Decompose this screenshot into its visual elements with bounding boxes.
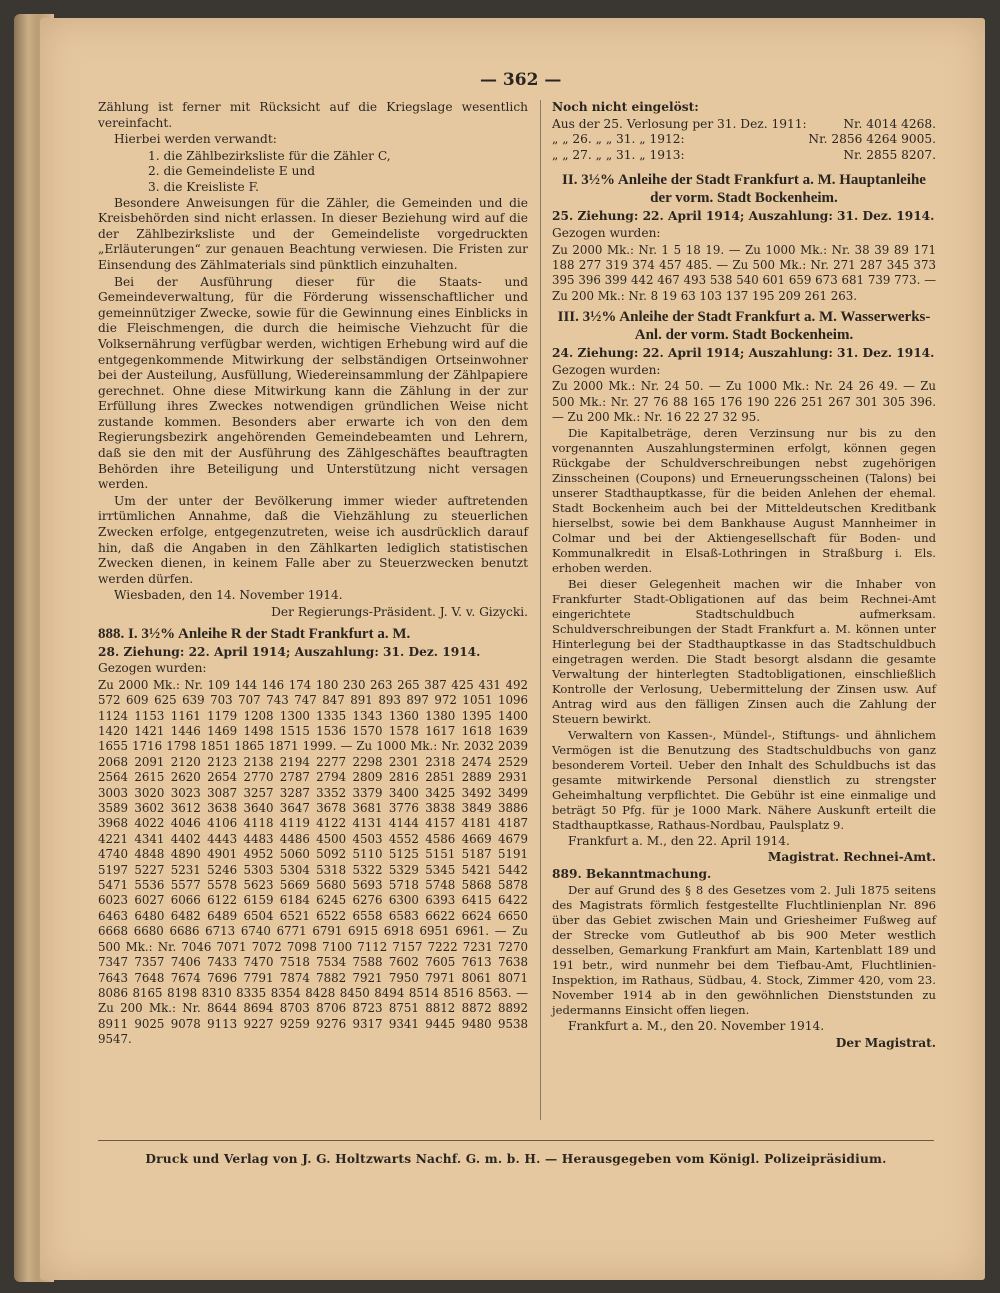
- left-column: [98, 100, 528, 1048]
- paragraph: Bei der Ausführung dieser für die Staats- und Gemeindeverwaltung, für die Förderung wissenschaftlicher und gemeinnütziger Zwecke, sowie für die Gewinnung eines Einblicks in die Fleischmengen, die durch die heimische Viehzucht für die Volksernährung verfügbar werden, wichtigen Erhebung wird auf die entgegenkommende Mitwirkung der selbständigen Ortseinwohner bei der Austeilung, Ausfüllung, Wiedereinsammlung der Zählpapiere gerechnet. Ohne diese Mitwirkung kann die Zählung in der zur Erfüllung ihres Zweckes notwendigen gründlichen Weise nicht zustande kommen. Besonders aber erwarte ich von den dem Regierungsbezirk angehörenden Gemeindebeamten und Lehrern, daß sie den mit der Ausführung des Zählgeschäftes beauftragten Behörden ihre Beteiligung und Unterstützung nicht versagen werden.: [98, 274, 528, 492]
- footer-imprint: Druck und Verlag von J. G. Holtzwarts Nachf. G. m. b. H. — Herausgegeben vom Königl. Polizeipräsidium.: [145, 1152, 887, 1166]
- gezogen-label: Gezogen wurden:: [552, 362, 661, 377]
- noch-row: „ „ 26. „ „ 31. „ 1912: Nr. 2856 4264 9005.: [552, 132, 936, 147]
- date-line: Frankfurt a. M., den 22. April 1914.: [568, 833, 790, 848]
- noch-row: Aus der 25. Verlosung per 31. Dez. 1911: Nr. 4014 4268.: [552, 116, 936, 131]
- gezogen-label: Gezogen wurden:: [98, 661, 207, 676]
- number-list: Zu 2000 Mk.: Nr. 1 5 18 19. — Zu 1000 Mk.: Nr. 38 39 89 171 188 277 319 374 457 485. — Zu 500 Mk.: Nr. 271 287 345 373 395 396 399 442 467 493 538 540 601 659 673 681 739 773. — Zu 200 Mk.: Nr. 8 19 63 103 137 195 209 261 263.: [552, 242, 936, 303]
- column-divider: [540, 100, 541, 1120]
- signature: Der Magistrat.: [835, 1035, 936, 1050]
- section-heading-889: 889. Bekanntmachung.: [552, 866, 712, 881]
- right-column: [552, 100, 936, 1053]
- noch-row: „ „ 27. „ „ 31. „ 1913: Nr. 2855 8207.: [552, 147, 936, 162]
- page-number: — 362 —: [480, 70, 562, 90]
- paragraph: Der auf Grund des § 8 des Gesetzes vom 2. Juli 1875 seitens des Magistrats förmlich festgestellte Fluchtlinienplan Nr. 896 über das Gebiet zwischen Main und Griesheimer Fußweg auf der Strecke vom Gutleuthof ab bis 900 Meter westlich desselben, Gemarkung Frankfurt am Main, Kartenblatt 189 und 191 betr., wird nunmehr bei dem Tiefbau-Amt, Fluchtlinien-Inspektion, im Rathaus, Südbau, 4. Stock, Zimmer 420, vom 23. November 1914 ab in den gewöhnlichen Dienststunden zu jedermanns Einsicht offen liegen.: [552, 883, 936, 1018]
- footer-rule: [98, 1140, 934, 1141]
- ziehung-line: 25. Ziehung: 22. April 1914; Auszahlung: 31. Dez. 1914.: [552, 209, 935, 224]
- section-heading-2: II. 3½% Anleihe der Stadt Frankfurt a. M. Hauptanleihe der vorm. Stadt Bockenheim.: [562, 172, 926, 207]
- paragraph: Bei dieser Gelegenheit machen wir die Inhaber von Frankfurter Stadt-Obligationen auf das beim Rechnei-Amt eingerichtete Stadtschuldbuch aufmerksam. Schuldverschreibungen der Stadt Frankfurt a. M. können unter Hinterlegung bei der Stadthauptkasse in das Stadtschuldbuch eingetragen werden. Die Stadt besorgt alsdann die gesamte Verwaltung der hinterlegten Stadtobligationen, einschließlich Kontrolle der Verlosung, Uebermittelung der Zinsen usw. Auf Antrag wird aus den fälligen Zinsen auch die Zahlung der Steuern bewirkt.: [552, 576, 936, 726]
- section-heading-888: 888. I. 3½% Anleihe R der Stadt Frankfurt a. M.: [98, 625, 411, 642]
- section-heading-3: III. 3½% Anleihe der Stadt Frankfurt a. M. Wasserwerks-Anl. der vorm. Stadt Bockenheim.: [557, 309, 931, 344]
- signature: Magistrat. Rechnei-Amt.: [767, 850, 936, 865]
- date-line: Frankfurt a. M., den 20. November 1914.: [568, 1019, 825, 1034]
- paragraph: Zählung ist ferner mit Rücksicht auf die Kriegslage wesentlich vereinfacht.: [98, 100, 528, 130]
- gezogen-label: Gezogen wurden:: [552, 225, 661, 240]
- ziehung-line: 24. Ziehung: 22. April 1914; Auszahlung: 31. Dez. 1914.: [552, 346, 935, 361]
- number-list: Zu 2000 Mk.: Nr. 109 144 146 174 180 230 263 265 387 425 431 492 572 609 625 639 703 707 743 747 847 891 893 897 972 1051 1096 1124 1153 1161 1179 1208 1300 1335 1343 1360 1380 1395 1400 1420 1421 1446 1469 1498 1515 1536 1570 1578 1617 1618 1639 1655 1716 1798 1851 1865 1871 1999. — Zu 1000 Mk.: Nr. 2032 2039 2068 2091 2120 2123 2138 2194 2277 2298 2301 2318 2474 2529 2564 2615 2620 2654 2770 2787 2794 2809 2816 2851 2889 2931 3003 3020 3023 3087 3257 3287 3352 3379 3400 3425 3492 3499 3589 3602 3612 3638 3640 3647 3678 3681 3776 3838 3849 3886 3968 4022 4046 4106 4118 4119 4122 4131 4144 4157 4181 4187 4221 4341 4402 4443 4483 4486 4500 4503 4552 4586 4669 4679 4740 4848 4890 4901 4952 5060 5092 5110 5125 5151 5187 5191 5197 5227 5231 5246 5303 5304 5318 5322 5329 5345 5421 5442 5471 5536 5577 5578 5623 5669 5680 5693 5718 5748 5868 5878 6023 6027 6066 6122 6159 6184 6245 6276 6300 6393 6415 6422 6463 6480 6482 6489 6504 6521 6522 6558 6583 6622 6624 6650 6668 6680 6686 6713 6740 6771 6791 6915 6918 6951 6961. — Zu 500 Mk.: Nr. 7046 7071 7072 7098 7100 7112 7157 7222 7231 7270 7347 7357 7406 7433 7470 7518 7534 7588 7602 7605 7613 7638 7643 7648 7674 7696 7791 7874 7882 7921 7950 7971 8061 8071 8086 8165 8198 8310 8335 8354 8428 8450 8494 8514 8516 8563. — Zu 200 Mk.: Nr. 8644 8694 8703 8706 8723 8751 8812 8872 8892 8911 9025 9078 9113 9227 9259 9276 9317 9341 9445 9480 9538 9547.: [98, 677, 528, 1047]
- number-list: Zu 2000 Mk.: Nr. 24 50. — Zu 1000 Mk.: Nr. 24 26 49. — Zu 500 Mk.: Nr. 27 76 88 165 176 190 226 251 267 301 305 396. — Zu 200 Mk.: Nr. 16 22 27 32 95.: [552, 379, 936, 425]
- ziehung-line: 28. Ziehung: 22. April 1914; Auszahlung: 31. Dez. 1914.: [98, 644, 481, 659]
- noch-title: Noch nicht eingelöst:: [552, 100, 699, 114]
- paragraph: Besondere Anweisungen für die Zähler, die Gemeinden und die Kreisbehörden sind nicht erlassen. In dieser Beziehung wird auf die der Zählbezirksliste und der Gemeindeliste vorgedruckten „Erläuterungen“ zur genauen Beachtung verwiesen. Die Fristen zur Einsendung des Zählmaterials sind pünktlich einzuhalten.: [98, 195, 528, 272]
- paragraph: Verwaltern von Kassen-, Mündel-, Stiftungs- und ähnlichem Vermögen ist die Benutzung des Stadtschuldbuchs von ganz besonderem Vorteil. Ueber den Inhalt des Schuldbuchs ist das gesamte mitwirkende Personal dienstlich zu strengster Geheimhaltung verpflichtet. Die Gebühr ist eine einmalige und beträgt 50 Pfg. für je 1000 Mark. Nähere Auskunft erteilt die Stadthauptkasse, Rathaus-Nordbau, Paulsplatz 9.: [552, 727, 936, 832]
- list-item: 1. die Zählbezirksliste für die Zähler C,: [148, 148, 391, 163]
- list-item: 2. die Gemeindeliste E und: [148, 164, 316, 179]
- paragraph: Um der unter der Bevölkerung immer wieder auftretenden irrtümlichen Annahme, daß die Viehzählung zu steuerlichen Zwecken erfolge, entgegenzutreten, weise ich ausdrücklich darauf hin, daß die Angaben in den Zählkarten lediglich statistischen Zwecken dienen, in keinem Falle aber zu Steuerzwecken benutzt werden dürfen.: [98, 493, 528, 586]
- paragraph: Die Kapitalbeträge, deren Verzinsung nur bis zu den vorgenannten Auszahlungsterminen erfolgt, können gegen Rückgabe der Schuldverschreibungen nebst zugehörigen Zinsscheinen (Coupons) und Erneuerungsscheinen (Talons) bei unserer Stadthauptkasse, für die beiden Anlehen der ehemal. Stadt Bockenheim auch bei der Mitteldeutschen Kreditbank hierselbst, sowie bei dem Bankhause August Mannheimer in Colmar und bei der Aktiengesellschaft für Boden- und Kommunalkredit in Elsaß-Lothringen in Straßburg i. Els. erhoben werden.: [552, 425, 936, 575]
- list-item: 3. die Kreisliste F.: [148, 179, 260, 194]
- date-line: Wiesbaden, den 14. November 1914.: [114, 588, 343, 603]
- paragraph: Hierbei werden verwandt:: [114, 132, 277, 147]
- signature: Der Regierungs-Präsident. J. V. v. Gizycki.: [271, 605, 528, 619]
